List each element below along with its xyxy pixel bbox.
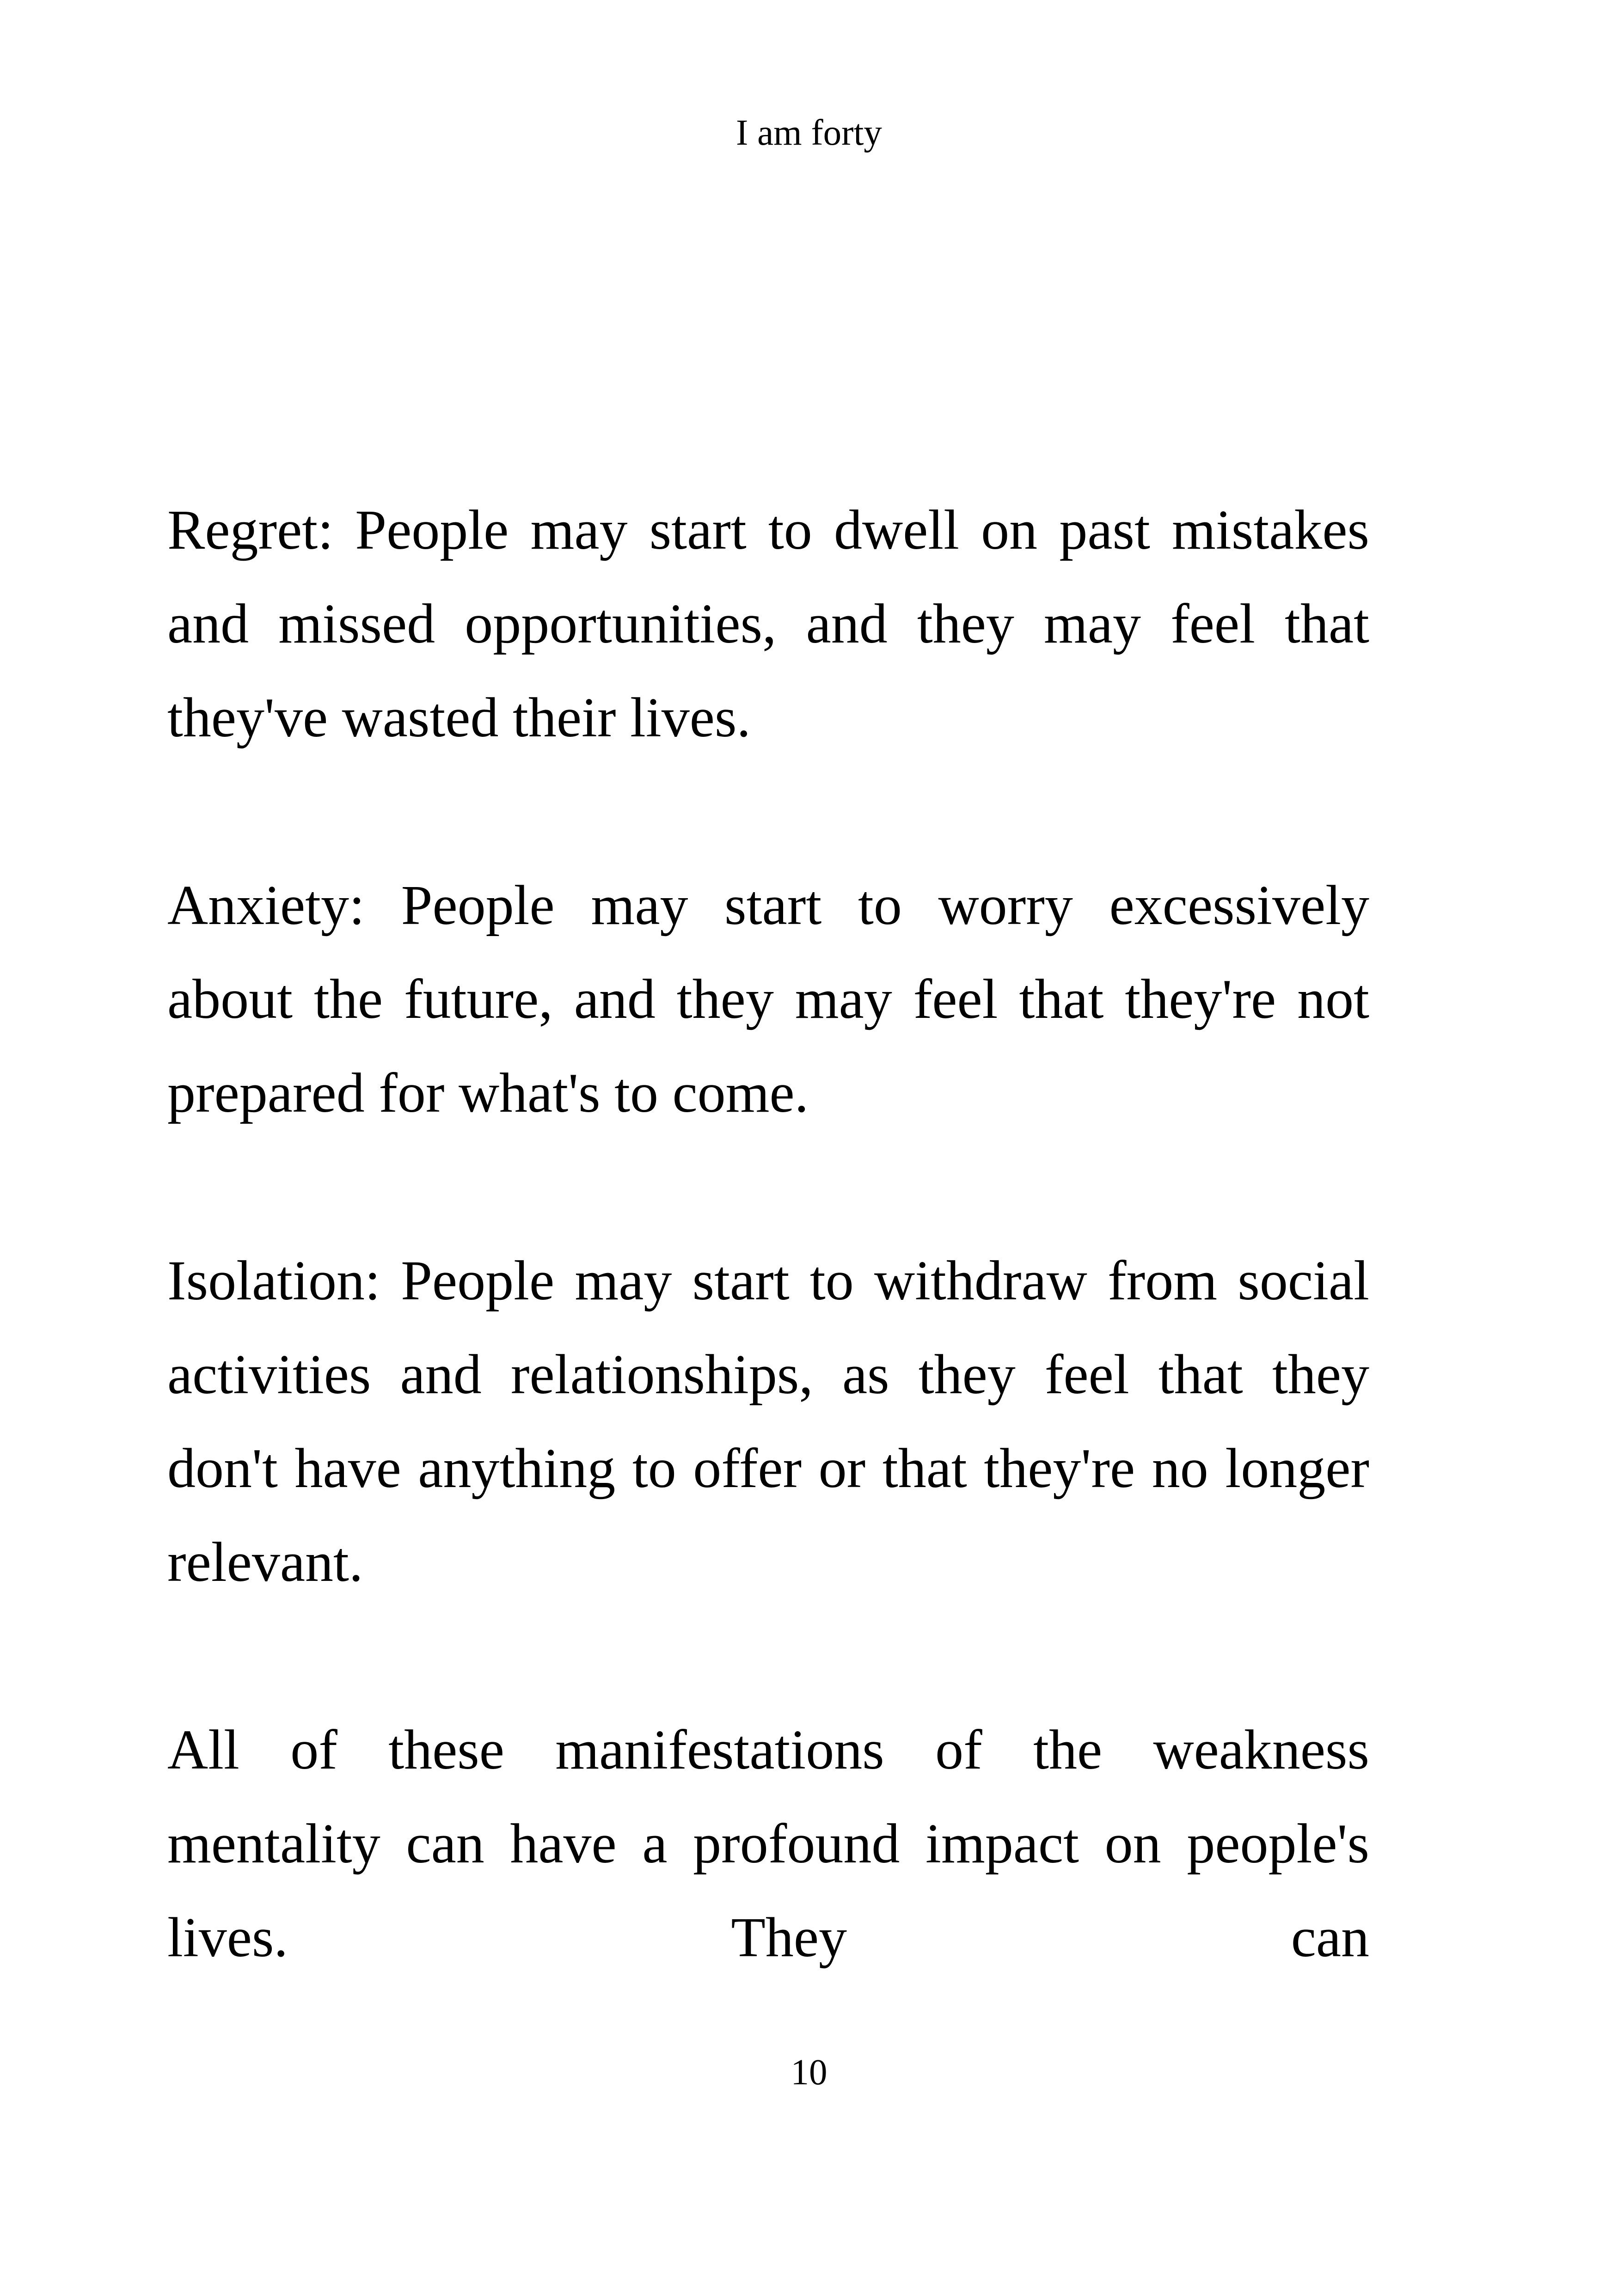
paragraph-regret: Regret: People may start to dwell on past mistakes and missed opportunities, and they may feel that they've wasted their lives.	[167, 499, 1369, 749]
paragraph-isolation: Isolation: People may start to withdraw from social activities and relationships, as they feel that they don't have anything to offer or that they're no longer relevant.	[167, 1249, 1369, 1593]
body-text	[167, 483, 1369, 1984]
page-number: 10	[791, 2052, 827, 2093]
running-header: I am forty	[736, 113, 882, 153]
paragraph-weakness-mentality: All of these manifestations of the weakness mentality can have a profound impact on people's lives. They can	[167, 1719, 1369, 1969]
paragraph-anxiety: Anxiety: People may start to worry excessively about the future, and they may feel that they're not prepared for what's to come.	[167, 874, 1369, 1124]
